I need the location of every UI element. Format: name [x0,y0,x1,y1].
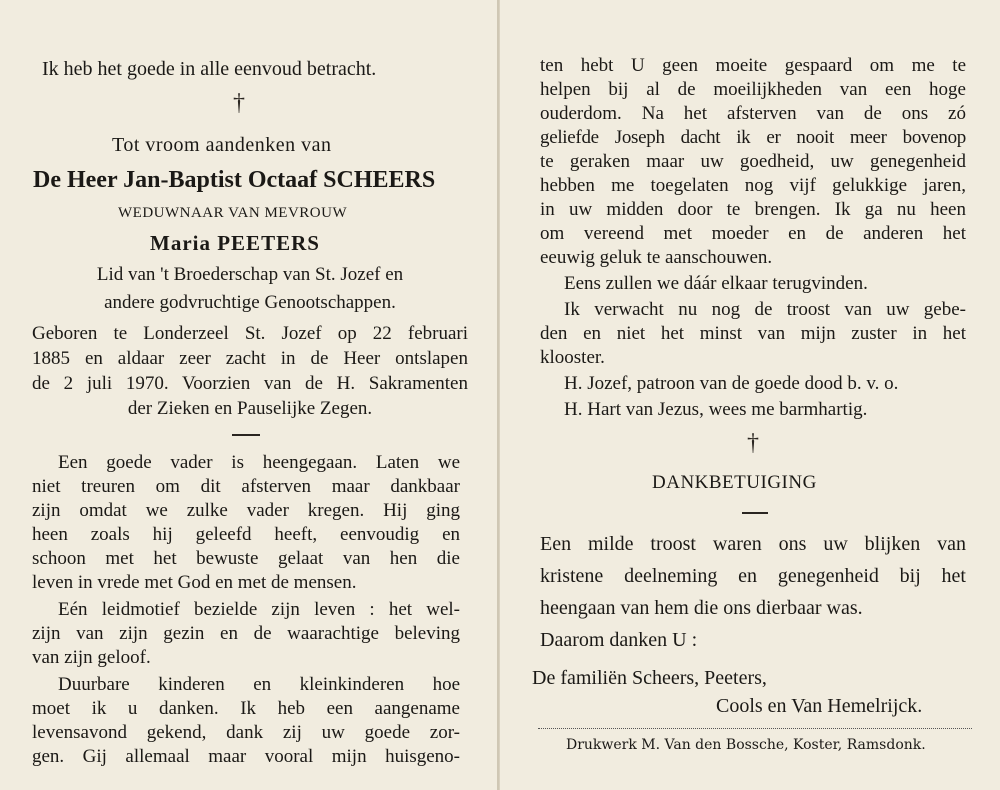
paragraph-line: zijn van zijn gezin en de waarachtige beleving [32,623,460,644]
biography-line: Geboren te Londerzeel St. Jozef op 22 februari [32,323,468,344]
paragraph-line: Eens zullen we dáár elkaar terugvinden. [564,273,868,294]
deceased-name: De Heer Jan-Baptist Octaaf SCHEERS [33,167,436,193]
dotted-divider [538,728,972,729]
paragraph-line: schoon met het bewuste gelaat van hen die [32,548,460,569]
left-page [0,0,499,790]
membership-line: andere godvruchtige Genootschappen. [104,292,396,313]
paragraph-line: ten hebt U geen moeite gespaard om me te [540,55,966,76]
paragraph-line: leven in vrede met God en met de mensen. [32,572,357,593]
paragraph-line: Ik verwacht nu nog de troost van uw gebe- [564,299,966,320]
paragraph-line: Een goede vader is heengegaan. Laten we [58,452,460,473]
thanks-line: Een milde troost waren ons uw blijken van [540,533,966,555]
spouse-name: Maria PEETERS [150,231,320,255]
paragraph-line: levensavond gekend, dank zij uw goede zor- [32,722,460,743]
printer-credit: Drukwerk M. Van den Bossche, Koster, Ramsdonk. [566,737,926,753]
thanks-title: DANKBETUIGING [652,472,817,493]
intro-text: Tot vroom aandenken van [112,134,332,156]
paragraph-line: ouderdom. Na het afsterven van de ons zó [540,103,966,124]
paragraph-line: moet ik u danken. Ik heb een aangename [32,698,460,719]
prayer-line: H. Hart van Jezus, wees me barmhartig. [564,399,868,420]
family-signature: De familiën Scheers, Peeters, [532,667,767,689]
family-signature: Cools en Van Hemelrijck. [716,695,923,717]
biography-line: der Zieken en Pauselijke Zegen. [127,398,373,419]
membership-line: Lid van 't Broederschap van St. Jozef en [96,264,404,285]
paragraph-line: geliefde Joseph dacht ik er nooit meer bovenop [540,127,966,148]
paragraph-line: eeuwig geluk te aanschouwen. [540,247,773,268]
paragraph-line: niet treuren om dit afsterven maar dankbaar [32,476,460,497]
right-page [499,0,1000,790]
prayer-line: H. Jozef, patroon van de goede dood b. v. o. [564,373,899,394]
paragraph-line: van zijn geloof. [32,647,151,668]
thanks-line: kristene deelneming en genegenheid bij het [540,565,966,587]
paragraph-line: om vereend met moeder en de anderen het [540,223,966,244]
paragraph-line: heen zoals hij geleefd heeft, eenvoudig en [32,524,460,545]
paragraph-line: gen. Gij allemaal maar vooral mijn huisgeno- [32,746,460,767]
paragraph-line: den en niet het minst van mijn zuster in het [540,323,966,344]
paragraph-line: klooster. [540,347,605,368]
separator-dash [742,512,768,514]
paragraph-line: Duurbare kinderen en kleinkinderen hoe [58,674,460,695]
cross-icon: † [747,430,759,456]
widower-label: WEDUWNAAR VAN MEVROUW [118,205,348,221]
paragraph-line: helpen bij al de moeilijkheden van een hoge [540,79,966,100]
separator-dash [232,434,260,436]
biography-line: de 2 juli 1970. Voorzien van de H. Sakramenten [32,373,468,394]
paragraph-line: Eén leidmotief bezielde zijn leven : het wel- [58,599,460,620]
paragraph-line: in uw midden door te brengen. Ik ga nu heen [540,199,966,220]
biography-line: 1885 en aldaar zeer zacht in de Heer ontslapen [32,348,468,369]
paragraph-line: hebben me toegelaten nog vijf gelukkige jaren, [540,175,966,196]
motto: Ik heb het goede in alle eenvoud betracht. [42,58,377,80]
thanks-closing: Daarom danken U : [540,629,698,651]
paragraph-line: zijn omdat we zulke vader kregen. Hij ging [32,500,460,521]
thanks-line: heengaan van hem die ons dierbaar was. [540,597,863,619]
cross-icon: † [233,90,245,116]
paragraph-line: te geraken maar uw goedheid, uw genegenheid [540,151,966,172]
